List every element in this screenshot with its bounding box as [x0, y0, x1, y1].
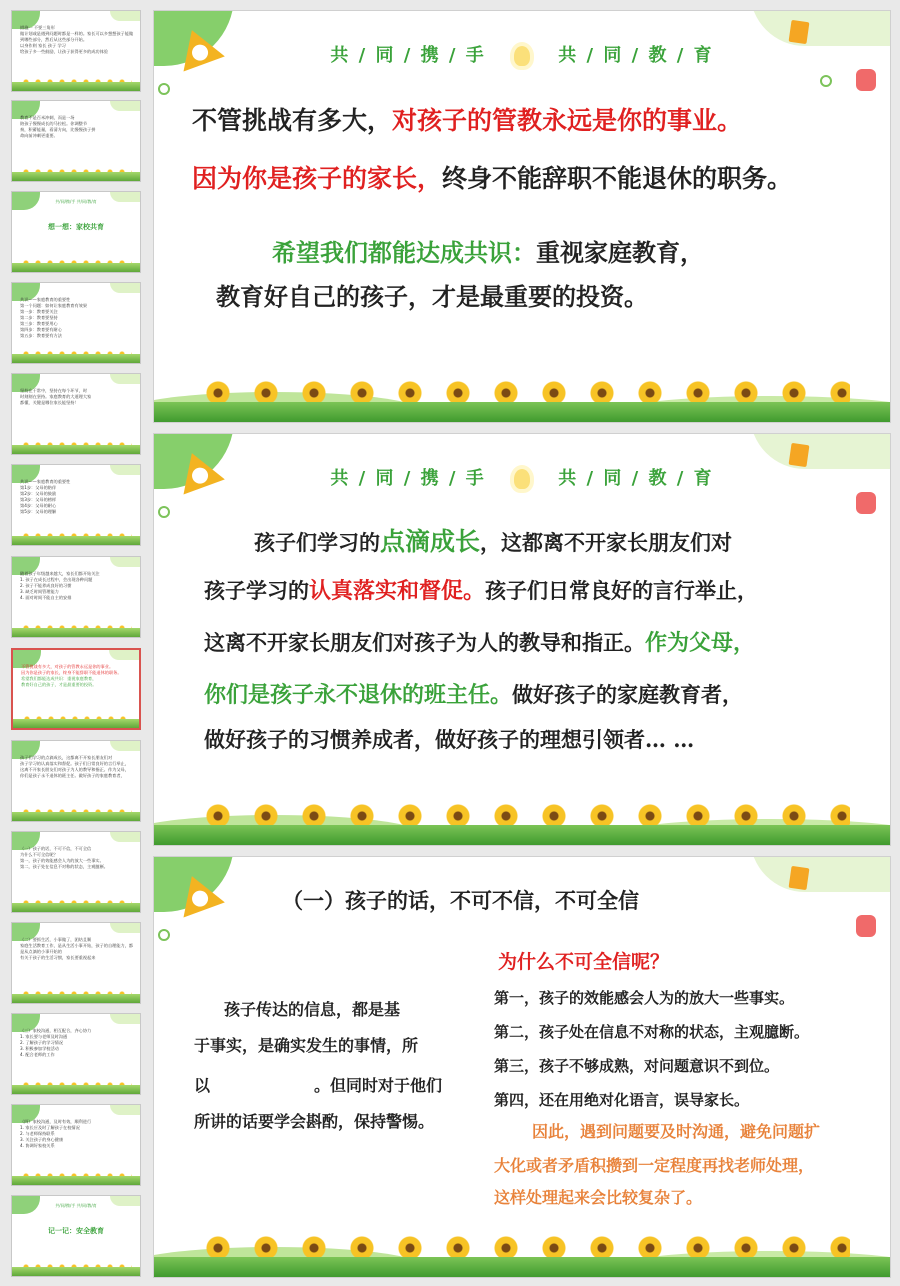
thumbnail-text-line: 1. 家长应及时了解孩子在校情况	[20, 1125, 80, 1130]
text-red: 因为你是孩子的家长，	[192, 164, 443, 193]
lightbulb-icon	[514, 469, 530, 489]
thumbnail-title: 记一记：安全教育	[48, 1227, 104, 1235]
slide-title: （一）孩子的话，不可不信，不可全信	[282, 888, 639, 913]
thumbnail-text-line: 共识——家庭教育的重要性	[20, 297, 71, 302]
thumbnail-text-line: 1. 家长要与老师及时沟通	[20, 1034, 68, 1039]
slide-thumbnail-9[interactable]	[11, 740, 141, 822]
thumbnail-text-line: 3. 积极参加学校活动	[20, 1046, 59, 1051]
thumbnail-text-line: 2. 孩子不能养成良好的习惯	[20, 583, 72, 588]
header-right-text: 共 / 同 / 教 / 育	[558, 468, 714, 489]
thumbnail-text-line: 这离不开家长朋友们对孩子为人的教导和指正。作为父母，	[20, 767, 129, 772]
slide-header	[154, 41, 890, 67]
text-black: 做好孩子的习惯养成者，做好孩子的理想引领者… …	[204, 727, 695, 752]
text-black: 孩子们学习的	[254, 530, 380, 555]
thumbnail-text	[20, 297, 134, 339]
slide-thumbnail-11[interactable]	[11, 922, 141, 1004]
schoolbag-icon	[856, 915, 876, 937]
text-line-3	[272, 233, 704, 268]
thumbnail-text-line: 教育好自己的孩子，才是最重要的投资。	[21, 682, 97, 687]
text-black: 孩子们日常良好的言行举止，	[485, 578, 759, 603]
circle-decoration-icon	[158, 506, 170, 518]
text-line-1	[192, 101, 742, 137]
conclusion-line-3: 这样处理起来会比较复杂了。	[494, 1188, 703, 1207]
text-line-4	[204, 678, 743, 709]
thumbnail-text-line: 不管挑战有多大，对孩子的管教永远是你的事业。	[21, 664, 114, 669]
thumbnail-text-line: 3. 缺乏时间管理能力	[20, 589, 59, 594]
text-black: 不管挑战有多大，	[192, 106, 393, 135]
left-text-line-1: 孩子传达的信息，都是基	[224, 1000, 401, 1019]
light-green-corner-decoration	[750, 856, 891, 892]
thumbnail-text-line: 第3步：父母的榜样	[20, 497, 57, 502]
text-green: 希望我们都能达成共识：	[272, 238, 536, 267]
text-black: 这离不开家长朋友们对孩子为人的教导和指正。	[204, 630, 645, 655]
slide-thumbnail-8[interactable]	[11, 648, 141, 730]
text-line-5	[204, 724, 694, 754]
thumbnail-text-line: 第2步：父母的鼓励	[20, 491, 57, 496]
slide-thumbnail-10[interactable]	[11, 831, 141, 913]
thumbnail-text-line: 希望我们都能达成共识：重视家庭教育，	[21, 676, 97, 681]
thumbnail-text-line: 第1步：父母的陪伴	[20, 485, 57, 490]
header-left-text: 共 / 同 / 携 / 手	[330, 468, 486, 489]
left-text-line-2: 于事实，是确实发生的事情，所	[194, 1036, 419, 1055]
flower-grass-decoration	[154, 1215, 890, 1277]
circle-decoration-icon	[820, 75, 832, 87]
header-left-text: 共 / 同 / 携 / 手	[330, 45, 486, 66]
thumbnail-text-line: 时刻刻在坚持。家庭教育的大道理大家	[20, 394, 92, 399]
thumbnail-text-line: 因为你是孩子的家长，终身不能辞职不能退休的职务。	[21, 670, 122, 675]
slide-thumbnail-14[interactable]	[11, 1195, 141, 1277]
left-text-line-4: 所讲的话要学会斟酌，保持警惕。	[194, 1112, 435, 1131]
text-line-4	[216, 277, 648, 312]
circle-decoration-icon	[158, 929, 170, 941]
why-heading: 为什么不可全信呢？	[498, 951, 670, 973]
text-line-3	[204, 626, 755, 657]
thumbnail-text-line: 2. 了解孩子的学习情况	[20, 1040, 64, 1045]
thumbnail-text-line: 都懂，关键是哪位家长能坚持！	[20, 400, 79, 405]
text-green: 你们是孩子永不退休的班主任。	[204, 682, 513, 708]
circle-decoration-icon	[158, 83, 170, 95]
thumbnail-text-line: 第二步：教育要坚持	[20, 315, 58, 320]
thumbnail-text-line: 随着孩子年级越来越大，家长们都开始关注	[20, 571, 100, 576]
thumbnail-header: 共/同/携/手 共/同/教/育	[55, 199, 97, 204]
thumbnail-text-line: 2. 与老师保持联系	[20, 1131, 55, 1136]
thumbnail-text-line: 家庭生活教育工作，是从生活小事开始，孩子的自理能力，都是从点滴的小事开始的	[20, 943, 134, 954]
header-right-text: 共 / 同 / 教 / 育	[558, 45, 714, 66]
thumbnail-text-line: 为什么不可全信呢？	[20, 852, 58, 857]
slide-header	[154, 464, 890, 490]
text-line-2	[192, 159, 792, 195]
text-black: 重视家庭教育，	[536, 238, 704, 267]
thumbnail-text-line: 以身作则 家长 孩子 学习	[20, 43, 66, 48]
flower-grass-decoration	[154, 360, 890, 422]
conclusion-line-1: 因此，遇到问题要及时沟通，避免问题扩	[532, 1122, 821, 1141]
slide-thumbnail-7[interactable]	[11, 556, 141, 638]
thumbnail-text	[20, 846, 134, 870]
text-red: 认真落实和督促。	[309, 578, 486, 604]
left-text-line-3	[194, 1073, 442, 1096]
slide-canvas-1[interactable]	[153, 10, 891, 423]
text-black: 。但同时对于他们	[314, 1076, 443, 1095]
thumbnail-text-line: （一）孩子的话，不可不信，不可全信	[20, 846, 92, 851]
reason-1: 第一，孩子的效能感会人为的放大一些事实。	[494, 989, 795, 1007]
thumbnail-text-line: 孩子学习的认真落实和督促。孩子们日常良好的言行举止，	[20, 761, 129, 766]
reason-3: 第三，孩子不够成熟，对问题意识不到位。	[494, 1057, 780, 1075]
thumbnail-text-line: 4. 面对时间不能自主的安排	[20, 595, 72, 600]
thumbnail-text-line: 第五步：教育要有方法	[20, 333, 62, 338]
thumbnail-text-line: 第一步：教育要关注	[20, 309, 58, 314]
thumbnail-text-line: （四）家校沟通，及时有效，顺利进行	[20, 1119, 92, 1124]
thumbnail-text-line: 第4步：父母的耐心	[20, 503, 57, 508]
thumbnail-text-line: 措施一 不要三角形	[20, 25, 55, 30]
thumbnail-text-line: 第5步：父母的理解	[20, 509, 57, 514]
thumbnail-text-line: 共识——家庭教育的重要性	[20, 479, 71, 484]
slide-thumbnail-3[interactable]	[11, 191, 141, 273]
slide-thumbnail-13[interactable]	[11, 1104, 141, 1186]
thumbnail-text-line: 给孩子多一些鼓励，让孩子获得更多的成功体验	[20, 49, 108, 54]
slide-thumbnail-panel	[0, 0, 150, 1286]
thumbnail-text-line: 3. 关注孩子的身心健康	[20, 1137, 64, 1142]
slide-thumbnail-1[interactable]	[11, 10, 141, 92]
thumbnail-text-line: 孩子们学习的点滴成长，这都离不开家长朋友们对	[20, 755, 113, 760]
thumbnail-text	[20, 1119, 134, 1149]
thumbnail-text	[21, 664, 133, 688]
thumbnail-text-line: 第一个问题：如何让家庭教育有效果	[20, 303, 88, 308]
thumbnail-text-line: 4. 协调好家校关系	[20, 1143, 55, 1148]
thumbnail-text	[20, 937, 134, 961]
slide-thumbnail-5[interactable]	[11, 373, 141, 455]
thumbnail-text	[20, 479, 134, 515]
text-black: 做好孩子的家庭教育者，	[512, 682, 744, 707]
thumbnail-text-line: 第四步：教育要有耐心	[20, 327, 62, 332]
thumbnail-text-line: 第二，孩子处在信息不对称的状态，主观臆断。	[20, 864, 108, 869]
schoolbag-icon	[856, 69, 876, 91]
lightbulb-icon	[514, 46, 530, 66]
slide-thumbnail-6[interactable]	[11, 464, 141, 546]
thumbnail-title: 想一想：家校共育	[48, 223, 104, 231]
text-black: 教育好自己的孩子，才是最重要的投资。	[216, 282, 648, 311]
slide-canvas-2[interactable]	[153, 433, 891, 846]
thumbnail-text	[20, 571, 134, 601]
text-black: 孩子学习的	[204, 578, 309, 603]
slide-thumbnail-4[interactable]	[11, 282, 141, 364]
thumbnail-text	[20, 1028, 134, 1058]
flower-grass-decoration	[154, 783, 890, 845]
thumbnail-text-line: 教育不是百米冲刺，而是一场	[20, 115, 75, 120]
reason-2: 第二，孩子处在信息不对称的状态，主观臆断。	[494, 1023, 810, 1041]
book-icon	[789, 866, 810, 890]
thumbnail-text	[20, 755, 134, 779]
thumbnail-text-line: （三）家校沟通，相互配合，齐心协力	[20, 1028, 92, 1033]
thumbnail-text-line: 你们是孩子永不退休的班主任。做好孩子的家庭教育者，	[20, 773, 125, 778]
thumbnail-text-line: （二）要抓生活，小事做了，团结且顺	[20, 937, 92, 942]
thumbnail-text-line: 1. 孩子在成长过程中，会出现各种问题	[20, 577, 93, 582]
thumbnail-text-line: 坚持在于常中，坚持在每个环节，时	[20, 388, 88, 393]
thumbnail-text-line: 命向前冲刺更重要。	[20, 133, 58, 138]
text-green: 作为父母，	[645, 630, 756, 656]
slide-canvas-3[interactable]	[153, 856, 891, 1278]
text-black: ，这都离不开家长朋友们对	[480, 530, 733, 555]
text-black: 终身不能辞职不能退休的职务。	[442, 164, 793, 193]
thumbnail-text-line: 陪孩子慢慢成长的马拉松。你调整节	[20, 121, 88, 126]
slide-thumbnail-12[interactable]	[11, 1013, 141, 1095]
schoolbag-icon	[856, 492, 876, 514]
thumbnail-text-line: 做计划或是遇到问题时都是一样的。家长可以多想想孩子能做到哪些部分，然后从这些部分开始。	[20, 31, 134, 42]
slide-thumbnail-2[interactable]	[11, 100, 141, 182]
text-line-1	[254, 522, 732, 558]
thumbnail-text-line: 有关于孩子的生活习惯，家长要重视起来	[20, 955, 96, 960]
thumbnail-text	[20, 25, 134, 55]
thumbnail-text-line: 4. 配合老师的工作	[20, 1052, 55, 1057]
thumbnail-header: 共/同/携/手 共/同/教/育	[55, 1203, 97, 1208]
thumbnail-text	[20, 115, 134, 139]
reason-4: 第四，还在用绝对化语言，误导家长。	[494, 1091, 750, 1109]
thumbnail-text-line: 奏，积蓄能量，看清方向，比慢慢孩子拼	[20, 127, 96, 132]
text-red: 对孩子的管教永远是你的事业。	[392, 106, 743, 135]
text-black: 以	[194, 1076, 211, 1095]
thumbnail-text	[20, 388, 134, 406]
conclusion-line-2: 大化或者矛盾积攒到一定程度再找老师处理，	[494, 1156, 815, 1175]
thumbnail-text-line: 第一，孩子的效能感会人为的放大一些事实。	[20, 858, 104, 863]
text-green: 点滴成长	[380, 527, 481, 556]
text-line-2	[204, 574, 758, 605]
thumbnail-text-line: 第三步：教育要用心	[20, 321, 58, 326]
